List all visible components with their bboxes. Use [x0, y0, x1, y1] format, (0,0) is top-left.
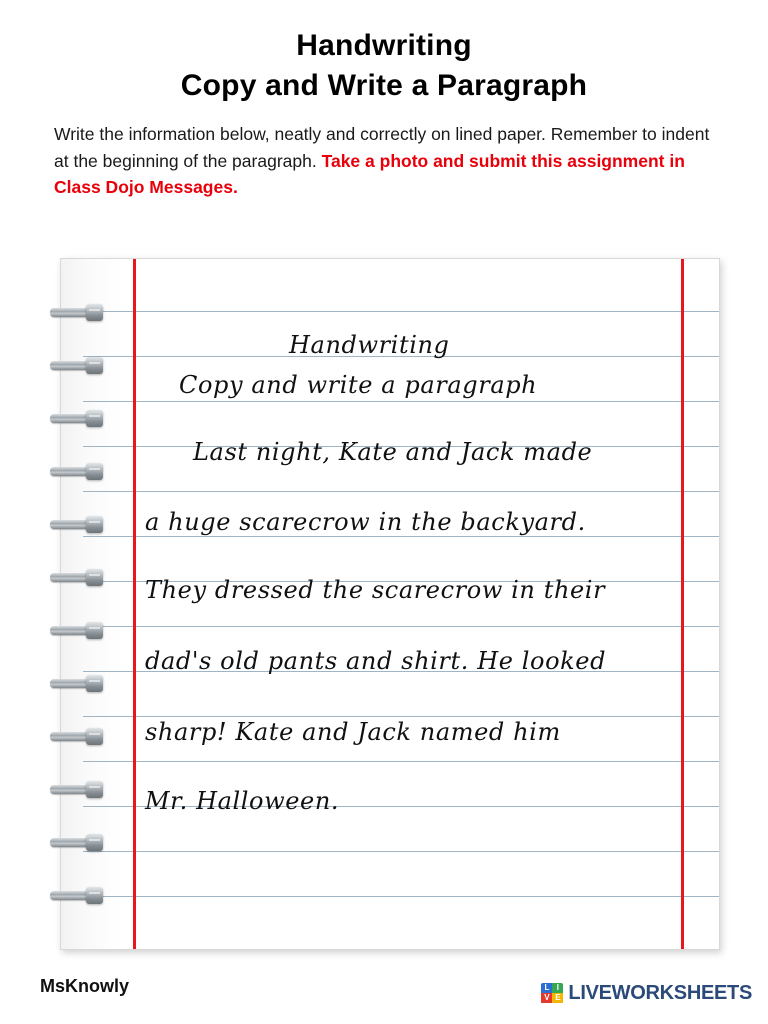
title-line-1: Handwriting: [296, 29, 472, 62]
spiral-ring-icon: [50, 887, 108, 904]
notebook-paper: [60, 258, 720, 950]
handwriting-line: Last night, Kate and Jack made: [193, 438, 593, 466]
spiral-ring-icon: [50, 569, 108, 586]
handwriting-line: a huge scarecrow in the backyard.: [145, 508, 586, 536]
handwriting-line: Handwriting: [289, 331, 450, 359]
author-credit: MsKnowly: [40, 976, 130, 996]
handwriting-line: Copy and write a paragraph: [179, 371, 538, 399]
handwriting-line: dad's old pants and shirt. He looked: [145, 647, 607, 675]
instructions-paragraph: [54, 121, 720, 201]
instructions-black-text: Write the information below, neatly and correctly on lined paper. Remember to indent at the beginning of the paragraph.: [54, 124, 710, 171]
liveworksheets-brand-text: LIVEWORKSHEETS: [568, 982, 752, 1004]
notebook-illustration: [50, 258, 718, 958]
spiral-ring-icon: [50, 728, 108, 745]
spiral-binding: [50, 258, 112, 948]
liveworksheets-logo-icon: [541, 983, 563, 1004]
spiral-ring-icon: [50, 622, 108, 639]
spiral-ring-icon: [50, 304, 108, 321]
title-line-2: Copy and Write a Paragraph: [180, 68, 588, 102]
instructions-red-text: Take a photo and submit this assignment in Class Dojo Messages.: [54, 150, 685, 198]
logo-letter-l: L: [541, 983, 552, 993]
logo-letter-i: I: [552, 983, 563, 993]
spiral-ring-icon: [50, 834, 108, 851]
spiral-ring-icon: [50, 781, 108, 798]
spiral-ring-icon: [50, 357, 108, 374]
spiral-ring-icon: [50, 463, 108, 480]
logo-letter-v: V: [541, 993, 552, 1003]
page-title: [0, 0, 768, 105]
handwriting-line: sharp! Kate and Jack named him: [145, 718, 561, 746]
liveworksheets-branding[interactable]: [541, 982, 752, 1005]
handwriting-line: Mr. Halloween.: [145, 787, 340, 815]
spiral-ring-icon: [50, 410, 108, 427]
spiral-ring-icon: [50, 675, 108, 692]
spiral-ring-icon: [50, 516, 108, 533]
handwriting-line: They dressed the scarecrow in their: [145, 576, 606, 604]
handwriting-sample: [61, 259, 719, 949]
logo-letter-e: E: [552, 993, 563, 1003]
